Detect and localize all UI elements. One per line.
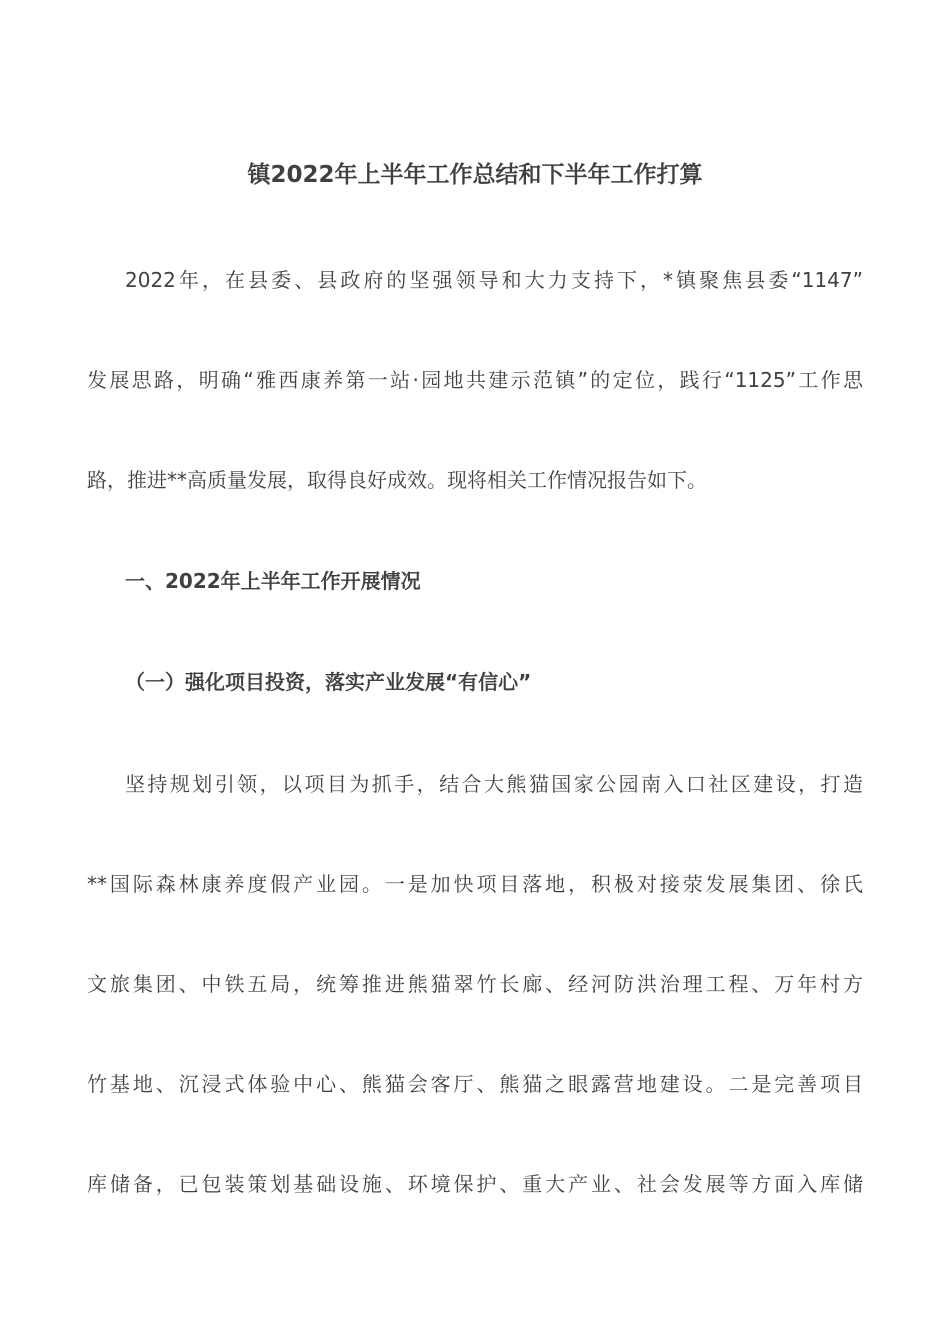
intro-line-2: 发展思路，明确“雅西康养第一站·园地共建示范镇”的定位，践行“1125”工作思 (87, 368, 863, 392)
subsection-1-heading: （一）强化项目投资，落实产业发展“有信心” (125, 670, 532, 694)
body-line-4: 竹基地、沉浸式体验中心、熊猫会客厅、熊猫之眼露营地建设。二是完善项目 (87, 1072, 863, 1096)
document-title: 镇2022年上半年工作总结和下半年工作打算 (247, 162, 703, 188)
body-line-1: 坚持规划引领，以项目为抓手，结合大熊猫国家公园南入口社区建设，打造 (125, 772, 863, 796)
section-1-heading: 一、2022年上半年工作开展情况 (125, 569, 421, 593)
intro-line-1: 2022年，在县委、县政府的坚强领导和大力支持下，*镇聚焦县委“1147” (125, 268, 863, 292)
body-line-2: **国际森林康养度假产业园。一是加快项目落地，积极对接荥发展集团、徐氏 (87, 872, 863, 896)
body-line-5: 库储备，已包装策划基础设施、环境保护、重大产业、社会发展等方面入库储 (87, 1172, 863, 1196)
body-line-3: 文旅集团、中铁五局，统筹推进熊猫翠竹长廊、经河防洪治理工程、万年村方 (87, 972, 863, 996)
intro-line-3: 路，推进**高质量发展，取得良好成效。现将相关工作情况报告如下。 (87, 468, 707, 492)
